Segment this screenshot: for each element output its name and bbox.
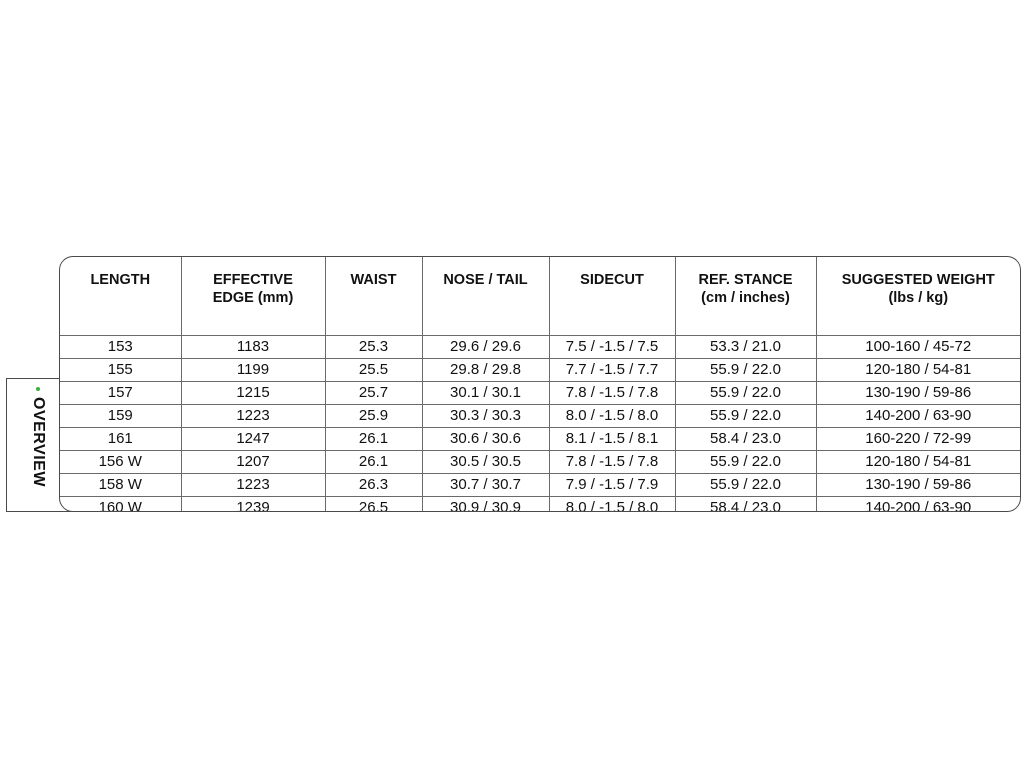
header-row [60, 257, 1020, 335]
cell-ref-stance: 55.9 / 22.0 [675, 473, 816, 496]
cell-sidecut: 8.1 / -1.5 / 8.1 [549, 427, 675, 450]
cell-effective-edge: 1207 [181, 450, 325, 473]
header-effective-edge-line1: EFFECTIVE [213, 272, 293, 288]
table-row [60, 473, 1020, 496]
cell-ref-stance: 58.4 / 23.0 [675, 427, 816, 450]
header-effective-edge-line2: EDGE (mm) [212, 290, 294, 306]
cell-waist: 25.7 [325, 381, 422, 404]
cell-length: 157 [60, 381, 181, 404]
header-ref-stance-line1: REF. STANCE [698, 272, 793, 288]
header-suggested-weight-line2: (lbs / kg) [888, 290, 949, 306]
header-nose-tail-line1: NOSE / TAIL [443, 272, 528, 288]
cell-suggested-weight: 160-220 / 72-99 [816, 427, 1020, 450]
table-row [60, 381, 1020, 404]
cell-nose-tail: 30.9 / 30.9 [422, 496, 549, 512]
header-suggested-weight [816, 257, 1020, 335]
header-waist [325, 257, 422, 335]
cell-suggested-weight: 130-190 / 59-86 [816, 381, 1020, 404]
overview-label: OVERVIEW [30, 397, 47, 487]
header-waist-line1: WAIST [350, 272, 397, 288]
cell-sidecut: 7.8 / -1.5 / 7.8 [549, 450, 675, 473]
cell-waist: 25.5 [325, 358, 422, 381]
cell-ref-stance: 55.9 / 22.0 [675, 404, 816, 427]
cell-length: 153 [60, 335, 181, 358]
table-row [60, 496, 1020, 512]
cell-waist: 26.3 [325, 473, 422, 496]
table-row [60, 358, 1020, 381]
cell-waist: 26.1 [325, 427, 422, 450]
table-row [60, 450, 1020, 473]
spec-table [60, 257, 1020, 512]
table-row [60, 427, 1020, 450]
cell-suggested-weight: 100-160 / 45-72 [816, 335, 1020, 358]
cell-effective-edge: 1223 [181, 404, 325, 427]
cell-suggested-weight: 120-180 / 54-81 [816, 358, 1020, 381]
header-ref-stance [675, 257, 816, 335]
spec-table-card [59, 256, 1021, 512]
cell-sidecut: 7.5 / -1.5 / 7.5 [549, 335, 675, 358]
green-dot-icon [36, 387, 40, 391]
header-nose-tail [422, 257, 549, 335]
cell-ref-stance: 55.9 / 22.0 [675, 358, 816, 381]
cell-length: 155 [60, 358, 181, 381]
cell-waist: 25.9 [325, 404, 422, 427]
cell-ref-stance: 58.4 / 23.0 [675, 496, 816, 512]
cell-effective-edge: 1247 [181, 427, 325, 450]
cell-suggested-weight: 120-180 / 54-81 [816, 450, 1020, 473]
cell-sidecut: 7.9 / -1.5 / 7.9 [549, 473, 675, 496]
header-length-line1: LENGTH [90, 272, 151, 288]
table-row [60, 335, 1020, 358]
header-ref-stance-line2: (cm / inches) [701, 290, 790, 306]
cell-length: 161 [60, 427, 181, 450]
cell-sidecut: 8.0 / -1.5 / 8.0 [549, 404, 675, 427]
cell-suggested-weight: 140-200 / 63-90 [816, 404, 1020, 427]
header-length [60, 257, 181, 335]
cell-waist: 26.1 [325, 450, 422, 473]
cell-nose-tail: 30.7 / 30.7 [422, 473, 549, 496]
cell-ref-stance: 55.9 / 22.0 [675, 381, 816, 404]
overview-side-tab-content [28, 387, 48, 507]
cell-suggested-weight: 130-190 / 59-86 [816, 473, 1020, 496]
cell-nose-tail: 29.8 / 29.8 [422, 358, 549, 381]
header-suggested-weight-line1: SUGGESTED WEIGHT [841, 272, 995, 288]
cell-effective-edge: 1183 [181, 335, 325, 358]
header-effective-edge [181, 257, 325, 335]
header-sidecut-line1: SIDECUT [580, 272, 644, 288]
cell-sidecut: 8.0 / -1.5 / 8.0 [549, 496, 675, 512]
cell-effective-edge: 1223 [181, 473, 325, 496]
cell-sidecut: 7.7 / -1.5 / 7.7 [549, 358, 675, 381]
cell-nose-tail: 29.6 / 29.6 [422, 335, 549, 358]
cell-nose-tail: 30.3 / 30.3 [422, 404, 549, 427]
cell-nose-tail: 30.1 / 30.1 [422, 381, 549, 404]
header-sidecut [549, 257, 675, 335]
cell-effective-edge: 1215 [181, 381, 325, 404]
cell-ref-stance: 53.3 / 21.0 [675, 335, 816, 358]
cell-ref-stance: 55.9 / 22.0 [675, 450, 816, 473]
cell-nose-tail: 30.6 / 30.6 [422, 427, 549, 450]
cell-waist: 26.5 [325, 496, 422, 512]
cell-length: 159 [60, 404, 181, 427]
cell-length: 160 W [98, 499, 142, 512]
cell-nose-tail: 30.5 / 30.5 [422, 450, 549, 473]
cell-sidecut: 7.8 / -1.5 / 7.8 [549, 381, 675, 404]
cell-waist: 25.3 [325, 335, 422, 358]
table-row [60, 404, 1020, 427]
cell-effective-edge: 1199 [181, 358, 325, 381]
cell-suggested-weight: 140-200 / 63-90 [816, 496, 1020, 512]
cell-length: 158 W [60, 473, 181, 496]
cell-effective-edge: 1239 [181, 496, 325, 512]
cell-length: 156 W [60, 450, 181, 473]
